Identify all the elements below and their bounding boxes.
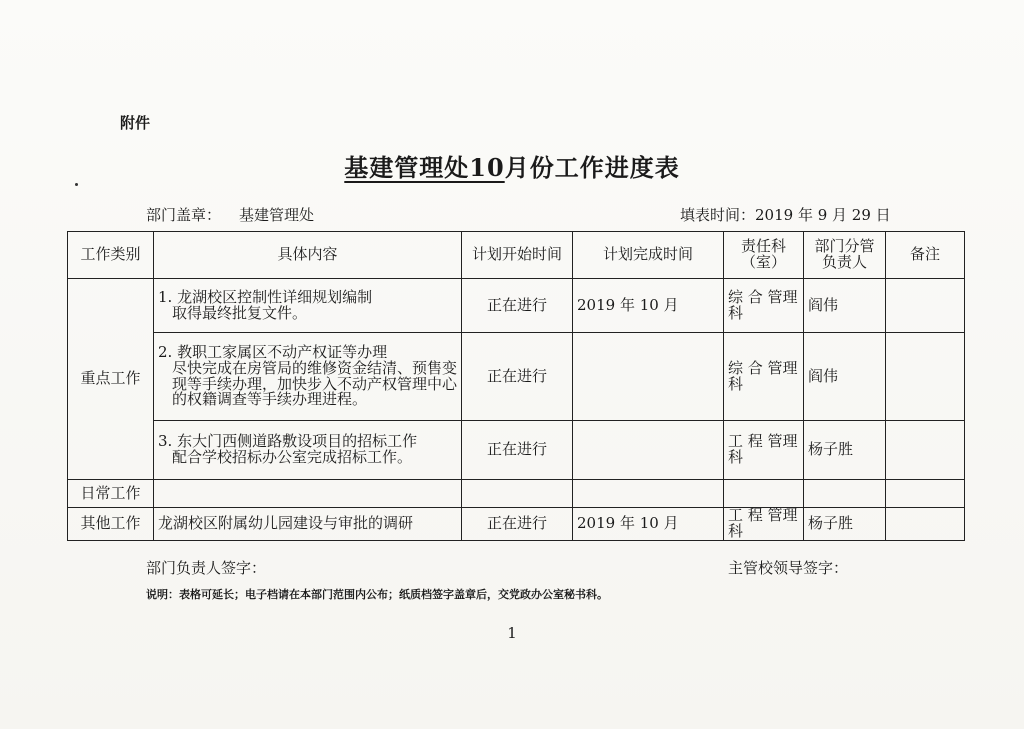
remark-cell: [886, 279, 965, 333]
content-cell: [154, 421, 462, 480]
office-cell: 综 合 管理科: [724, 279, 804, 333]
remark-cell: [886, 333, 965, 421]
dept-name: 基建管理处: [239, 206, 315, 224]
content-title: 1. 龙湖校区控制性详细规划编制: [158, 287, 373, 306]
table-row: [68, 480, 965, 508]
leader-cell: [804, 480, 886, 508]
table-row: [68, 508, 965, 541]
office-cell: 综 合 管理科: [724, 333, 804, 421]
finish-cell: [573, 480, 724, 508]
leader-cell: 杨子胜: [804, 421, 886, 480]
finish-cell: 2019 年 10 月: [573, 279, 724, 333]
finish-cell: [573, 421, 724, 480]
leader-cell: 阎伟: [804, 333, 886, 421]
page-number: 1: [507, 624, 517, 642]
category-daily-work: 日常工作: [68, 480, 154, 508]
attachment-label: 附件: [120, 114, 151, 132]
table-row: [68, 279, 965, 333]
speck: [75, 183, 78, 186]
header-content: 具体内容: [154, 232, 462, 279]
fill-date: 填表时间：2019 年 9 月 29 日: [680, 206, 891, 224]
school-leader-signature: 主管校领导签字：: [728, 559, 849, 577]
office-cell: 工 程 管理科: [724, 421, 804, 480]
content-cell: [154, 279, 462, 333]
leader-cell: 杨子胜: [804, 508, 886, 541]
start-cell: 正在进行: [462, 333, 573, 421]
start-cell: 正在进行: [462, 421, 573, 480]
category-other-work: 其他工作: [68, 508, 154, 541]
category-key-work: 重点工作: [68, 279, 154, 480]
start-cell: [462, 480, 573, 508]
start-cell: 正在进行: [462, 279, 573, 333]
dept-head-signature: 部门负责人签字：: [146, 559, 267, 577]
content-title: 3. 东大门西侧道路敷设项目的招标工作: [158, 432, 418, 451]
title-rest: 月份工作进度表: [504, 153, 680, 182]
content-detail: 尽快完成在房管局的维修资金结清、预售变现等手续办理，加快步入不动产权管理中心的权籍调查等手续办理进程。: [172, 358, 458, 409]
content-cell: [154, 480, 462, 508]
remark-cell: [886, 480, 965, 508]
content-detail: 取得最终批复文件。: [172, 303, 308, 322]
remark-cell: [886, 421, 965, 480]
content-title: 2. 教职工家属区不动产权证等办理: [158, 343, 388, 361]
header-category: 工作类别: [68, 232, 154, 279]
content-cell: [154, 333, 462, 421]
office-cell: [724, 480, 804, 508]
table-row: [68, 333, 965, 421]
leader-cell: 阎伟: [804, 279, 886, 333]
header-finish: 计划完成时间: [573, 232, 724, 279]
table-row: [68, 421, 965, 480]
header-leader: 部门分管负责人: [804, 232, 886, 279]
remark-cell: [886, 508, 965, 541]
finish-cell: 2019 年 10 月: [573, 508, 724, 541]
finish-cell: [573, 333, 724, 421]
start-cell: 正在进行: [462, 508, 573, 541]
header-remark: 备注: [886, 232, 965, 279]
header-start: 计划开始时间: [462, 232, 573, 279]
header-row: [68, 232, 965, 279]
content-cell: 龙湖校区附属幼儿园建设与审批的调研: [154, 508, 462, 541]
instructions-note: 说明：表格可延长；电子档请在本部门范围内公布；纸质档签字盖章后，交党政办公室秘书科。: [146, 588, 608, 601]
progress-table: [67, 231, 965, 541]
dept-seal: [146, 204, 314, 225]
title-underlined-part: 基建管理处10: [344, 153, 505, 182]
office-cell: 工 程 管理科: [724, 508, 804, 541]
dept-seal-label: 部门盖章：: [146, 206, 222, 224]
content-detail: 配合学校招标办公室完成招标工作。: [172, 448, 413, 466]
header-office: 责任科（室）: [724, 232, 804, 279]
document-title: [0, 148, 1024, 183]
